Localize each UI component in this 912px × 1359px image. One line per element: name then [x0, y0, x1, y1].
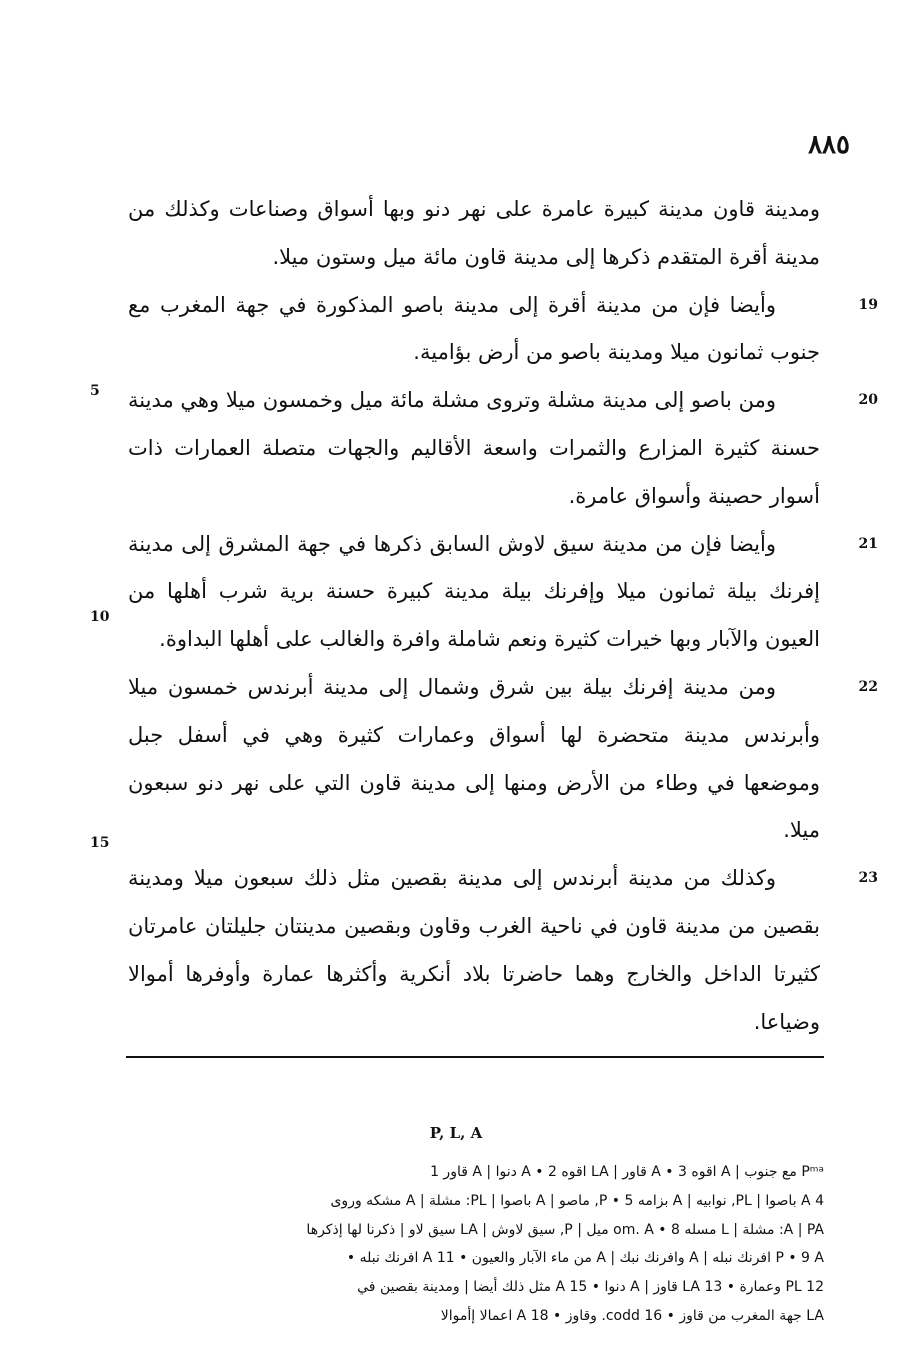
paragraph — [128, 186, 820, 282]
footnote-line: LA جهة المغرب من قاوز • 16 codd. وقاوز • 18 A اعمالا إأموالا — [440, 1307, 824, 1324]
paragraph — [128, 855, 878, 1046]
footnote-line: Pᵐᵃ مع جنوب | A اقوه 3 • A قاور | LA اقوه 2 • A دنوا | A قاور 1 — [430, 1164, 824, 1180]
line-number: 5 — [90, 383, 100, 399]
page-number: ٨٨٥ — [808, 130, 850, 160]
line-number: 15 — [90, 835, 110, 851]
paragraph — [128, 521, 878, 664]
footnote-line: 4 A باصوا | PL, نوابيه | A بزامه 5 • P, ماصو | A باصوا | PL: مشلة | A مشكه وروى — [330, 1192, 824, 1209]
paragraph-text: ومن مدينة إفرنك بيلة بين شرق وشمال إلى مدينة أبرندس خمسون ميلا وأبرندس مدينة متحضرة لها أسواق وعمارات كثيرة وهي في أسفل جبل وموضعها في وطاء من الأرض ومنها إلى مدينة قاون التي على نهر دنو سبعون ميلا. — [128, 674, 820, 843]
paragraph-text: وكذلك من مدينة أبرندس إلى مدينة بقصين مثل ذلك سبعون ميلا ومدينة بقصين من مدينة قاون في ناحية الغرب وقاون وبقصين مدينتان جليلتان عامرتان كثيرتا الداخل والخارج وهما حاضرتا بلاد أنكرية وأكثرها عمارة وأوفرها أموالا وضياعا. — [128, 866, 820, 1034]
paragraph-text: ومدينة قاون مدينة كبيرة عامرة على نهر دنو وبها أسواق وصناعات وكذلك من مدينة أقرة المتقدم ذكرها إلى مدينة قاون مائة ميل وستون ميلا. — [128, 197, 820, 269]
paragraph-number: 23 — [858, 870, 878, 887]
manuscript-sigla: P, L, A — [429, 1124, 483, 1142]
paragraph-number: 22 — [858, 678, 878, 695]
line-number: 10 — [90, 609, 110, 625]
paragraph — [128, 664, 878, 855]
critical-apparatus — [124, 1158, 824, 1331]
footnote-divider — [126, 1056, 824, 1058]
paragraph-number: 20 — [858, 392, 878, 409]
paragraph-number: 19 — [858, 296, 878, 313]
footnote-line: 12 PL وعمارة • 13 LA قاوز | A دنوا • 15 A مثل ذلك أيضا | ومدينة بقصين في — [357, 1279, 824, 1296]
paragraph-number: 21 — [858, 535, 878, 552]
main-text — [128, 186, 878, 1046]
paragraph — [128, 377, 878, 520]
paragraph-text: ومن باصو إلى مدينة مشلة وتروى مشلة مائة ميل وخمسون ميلا وهي مدينة حسنة كثيرة المزارع والثمرات واسعة الأقاليم والجهات متصلة العمارات ذات أسوار حصينة وأسواق عامرة. — [128, 388, 820, 508]
footnote-line: P • 9 A افرنك نبله | A وافرنك نبك | A من ماء الآبار والعيون • 11 A افرنك نبله • — [346, 1250, 824, 1267]
paragraph-text: وأيضا فإن من مدينة سيق لاوش السابق ذكرها في جهة المشرق إلى مدينة إفرنك بيلة ثمانون ميلا وإفرنك بيلة مدينة كبيرة حسنة برية شرب أهلها من العيون والآبار وبها خيرات كثيرة ونعم شاملة وافرة والغالب على أهلها البداوة. — [128, 531, 820, 652]
paragraph-text: وأيضا فإن من مدينة أقرة إلى مدينة باصو المذكورة في جهة المغرب مع جنوب ثمانون ميلا ومدينة باصو من أرض بؤامية. — [128, 292, 820, 365]
paragraph — [128, 282, 878, 378]
footnote-line: A | PA: مشلة | L مسله om. A • 8 ميل | P, سيق لاوش | LA سيق لاو | ذكرنا لها إذكرها — [306, 1221, 824, 1238]
